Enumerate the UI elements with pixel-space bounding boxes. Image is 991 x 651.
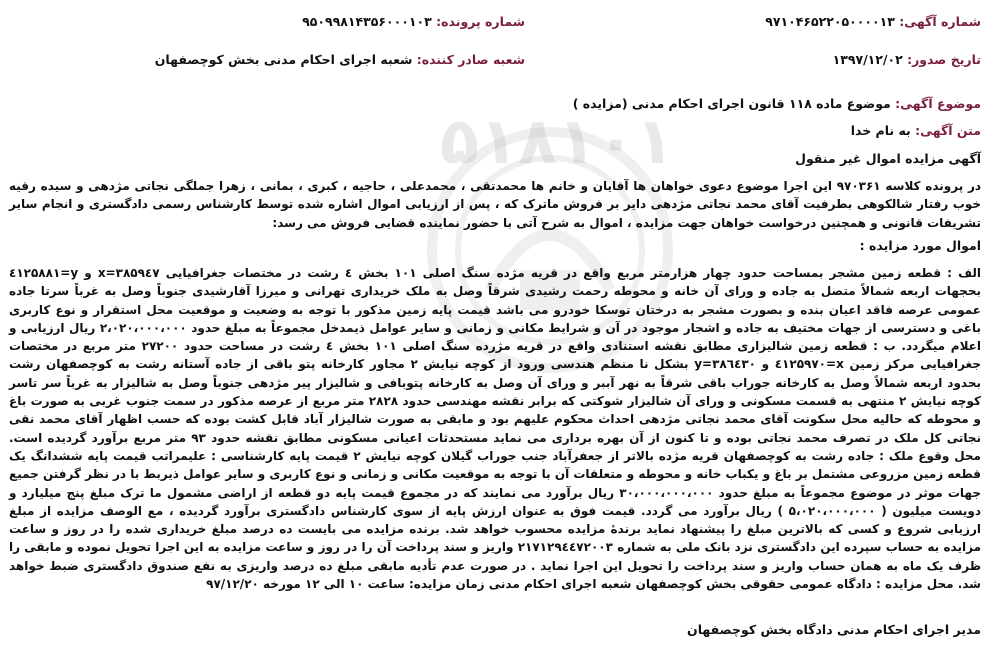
assets-paragraph — [9, 264, 981, 593]
issuing-branch-label: شعبه صادر کننده: — [416, 52, 525, 67]
assets-heading: اموال مورد مزایده : — [859, 238, 981, 253]
watermark-number: ۵۱۸۱۰۱ — [440, 105, 675, 179]
file-number-label: شماره پرونده: — [436, 14, 525, 29]
intro-paragraph — [9, 177, 981, 232]
ad-number — [765, 14, 981, 29]
subject-value: موضوع ماده ۱۱۸ قانون اجرای احکام مدنی (مزایده ) — [572, 96, 891, 111]
intro-text: در پرونده کلاسه ۹۷۰۳۶۱ این اجرا موضوع دعوی خواهان ها آقایان و خانم ها محمدتقی ، محمدعلی ، حاجیه ، کبری ، بمانی ، زهرا جملگی نجاتی مژدهی و سیده رقیه خوب رفتار شالکوهی بطرفیت آقای محمد نجاتی مژدهی دایر بر فروش ماترک که ، پس از ارزیابی اموال اشاره شده توسط کارشناس رسمی دادگستری و انجام سایر تشریفات قانونی و همچنین درخواست خواهان جهت مزایده ، اموال به شرح آتی با حضور نماینده قضایی فروش می رسد: — [9, 179, 982, 230]
subject-label: موضوع آگهی: — [895, 96, 981, 111]
ad-text — [851, 123, 981, 138]
ad-text-value: به نام خدا — [850, 123, 911, 138]
issuing-branch-value: شعبه اجرای احکام مدنی بخش کوچصفهان — [154, 52, 413, 67]
ad-number-label: شماره آگهی: — [899, 14, 981, 29]
notice-title: آگهی مزایده اموال غیر منقول — [795, 151, 981, 166]
issue-date-value: ۱۳۹۷/۱۲/۰۲ — [832, 52, 903, 67]
ad-text-label: متن آگهی: — [915, 123, 981, 138]
issue-date-label: تاریخ صدور: — [907, 52, 981, 67]
file-number — [302, 14, 525, 29]
file-number-value: ۹۵۰۹۹۸۱۴۳۵۶۰۰۰۱۰۳ — [302, 14, 432, 29]
issuing-branch — [155, 52, 525, 67]
subject — [573, 96, 981, 111]
signature: مدیر اجرای احکام مدنی دادگاه بخش کوچصفهان — [687, 622, 981, 637]
ad-number-value: ۹۷۱۰۴۶۵۲۲۰۵۰۰۰۰۱۳ — [765, 14, 895, 29]
assets-text: الف : قطعه زمین مشجر بمساحت حدود چهار هزارمتر مربع واقع در قریه مژده سنگ اصلی ۱۰۱ بخش ٤ رشت در مختصات جغرافیایی x=۳۸۵۹٤۷ و y=٤۱۲۵۸۸۱ بحجهات اربعه شمالاً متصل به جاده و ورای آن خانه و محوطه رحمت رشیدی شرقاً وصل به ملک خریداری تهرانی و میرزا آقارشیدی جنوباً وصل به غرباً سرتا جاده عمومی عرصه فاقد اعیان بنده و بصورت مشجر به درختان توسکا خودرو می باشد قیمت پایه زمین مذکور با توجه به وضعیت و موقعیت محل استقرار و نوع کاربری باغی و دسترسی از جهات مختیف به جاده و اشجار موجود در آن و شرایط مکانی و زمانی و سایر عوامل ذیمدخل مجموعاً به مبلغ حدود ۲،۰۲۰،۰۰۰،۰۰۰ ریال ارزیابی و اعلام میگردد. ب : قطعه زمین شالیزاری مطابق نقشه استنادی واقع در قریه مژرده سنگ اصلی ۱۰۱ بخش ٤ رشت در مساحت حدود ۲۷۲۰۰ متر مربع در مختصات جغرافیایی مرکز زمین x=٤۱۲۵۹۷۰ و y=۳۸٦٤۳۰ بشکل نا منظم هندسی ورود از کوچه نیایش ۲ مجاور کارخانه پتو باقی از جاده آستانه رشت به کوچصفهان رشت بحدود اربعه شمالاً وصل به کارخانه جوراب باقی شرقاً به نهر آببر و ورای آن وصل به کارخانه پتوبافی و شالیزار پیر مژدهی جنوباً وصل به شالیزار به غرباً سر تاسر کوچه نیایش ۲ منتهی به قسمت مسکونی و ورای آن شالیزار شوکتی که برابر نقشه مهندسی حدود ۲۸۲۸ متر مربع از عرصه مذکور در سمت جنوب غربی به صورت باغ و محوطه که حالیه محل سکونت آقای محمد نجاتی مژدهی احداث محکوم علیهم بود و مابقی به صورت شالیزار آباد قابل کشت بوده که حسب اظهار آقای محمد نقی نجاتی کل ملک در تصرف محمد نجاتی بوده و تا کنون از آن بهره برداری می نماید مستحدثات اعیانی مسکونی مطابق نقشه حدود ۹۳ متر مربع برآورد گردیده است. محل وقوع ملک : جاده رشت به کوچصفهان قریه مژده بالاتر از جعفرآباد جنب جوراب گیلان کوچه نیایش ۲ قیمت پایه کارشناسی : علیمراتب قیمت پایه ششدانگ یک قطعه زمین مزروعی مشتمل بر باغ و یکباب خانه و محوطه و متعلقات آن با توجه به موقعیت مکانی و زمانی و نوع کاربری و سایر عوامل ذیربط با در نظر گرفتن جمیع جهات موثر در موضوع مجموعاً به مبلغ حدود ۳۰،۰۰۰،۰۰۰،۰۰۰ ریال برآورد می نمایند که در مجموع قیمت پایه دو قطعه از اراضی مشمول ما ترک مبلغ پنج میلیارد و دویست میلیون ( ۵،۰۲۰،۰۰۰،۰۰۰ ) ریال برآورد می گردد. قیمت فوق به عنوان ارزش پایه از سوی کارشناس دادگستری برآورد گردیده ، مع الوصف مزایده از مبلغ ارزیابی شروع و کسی که بالاترین مبلغ را پیشنهاد نماید برندهٔ مزایده محسوب خواهد شد. برنده مزایده می بایست ده درصد مبلغ خریداری شده را در روز و ساعت مزایده به حساب سپرده این دادگستری نزد بانک ملی به شماره ۲۱۷۱۲۹٤٤۷۲۰۰۳ واریز و سند پرداخت آن را در روز و ساعت مزایده به این اجرا تحویل نموده و مابقی را ظرف یک ماه به همان حساب واریز و سند پرداخت را تحویل این اجرا نماید . در صورت عدم تأدیه مابقی مبلغ ده درصد واریزی به نفع صندوق دادگستری ضبط خواهد شد. محل مزایده : دادگاه عمومی حقوقی بخش کوچصفهان شعبه اجرای احکام مدنی زمان مزایده: ساعت ۱۰ الی ۱۲ مورخه ۹۷/۱۲/۲۰ — [9, 266, 982, 592]
issue-date — [833, 52, 981, 67]
